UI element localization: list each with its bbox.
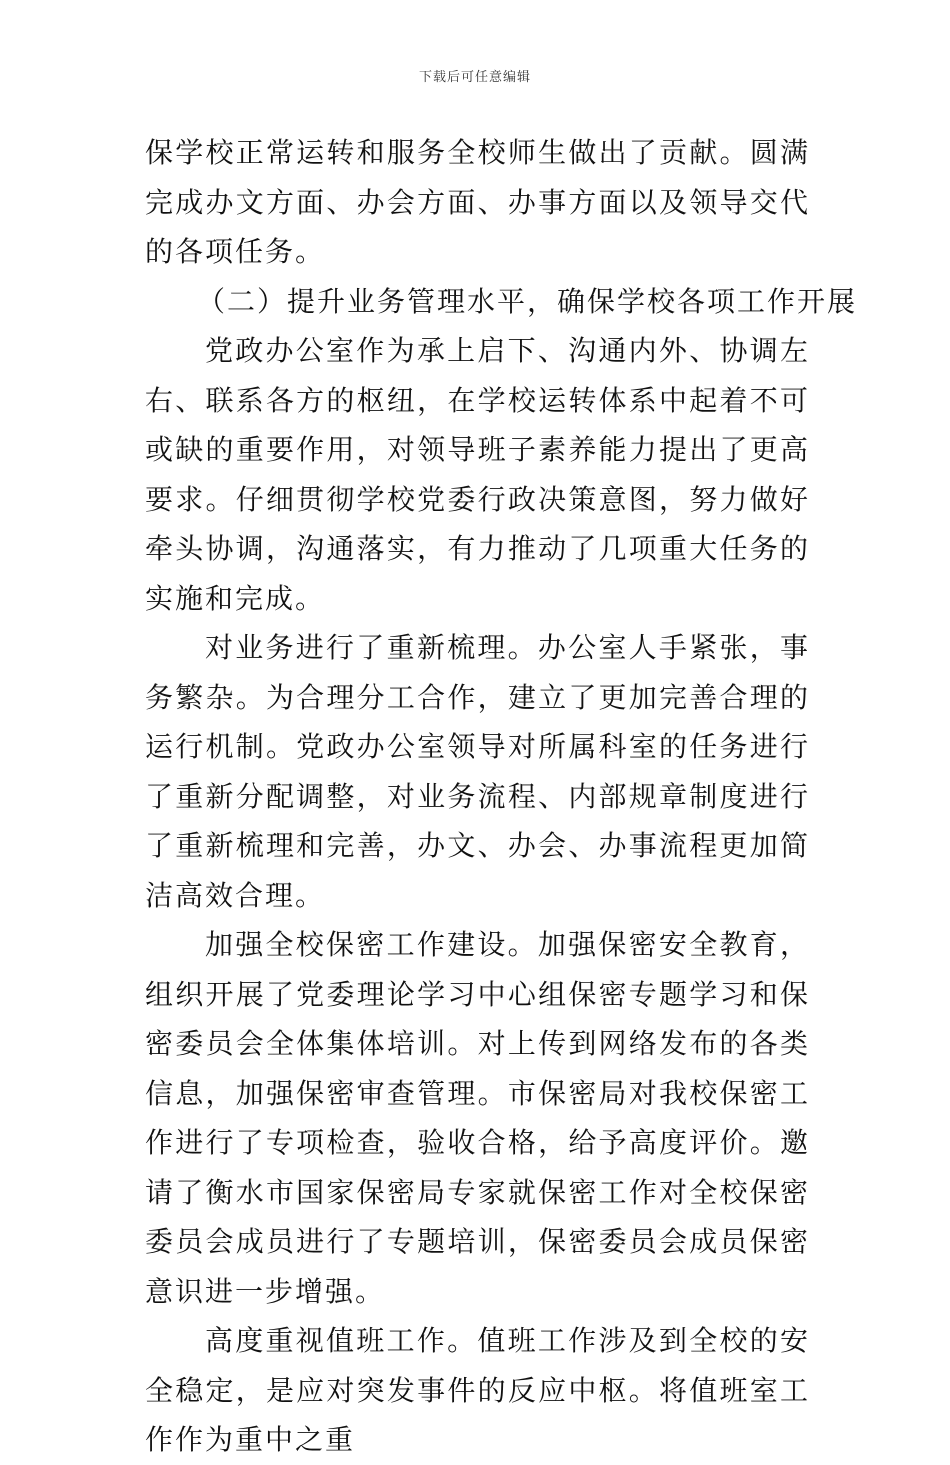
section-heading: （二）提升业务管理水平，确保学校各项工作开展	[197, 284, 858, 318]
paragraph-duty-work: 高度重视值班工作。值班工作涉及到全校的安全稳定，是应对突发事件的反应中枢。将值班室工作作为重中之重	[145, 1324, 810, 1456]
paragraph-office-role: 党政办公室作为承上启下、沟通内外、协调左右、联系各方的枢纽，在学校运转体系中起着不可或缺的重要作用，对领导班子素养能力提出了更高要求。仔细贯彻学校党委行政决策意图，努力做好牵头协调，沟通落实，有力推动了几项重大任务的实施和完成。	[145, 334, 810, 615]
paragraph-confidentiality: 加强全校保密工作建设。加强保密安全教育，组织开展了党委理论学习中心组保密专题学习和保密委员会全体集体培训。对上传到网络发布的各类信息，加强保密审查管理。市保密局对我校保密工作进行了专项检查，验收合格，给予高度评价。邀请了衡水市国家保密局专家就保密工作对全校保密委员会成员进行了专题培训，保密委员会成员保密意识进一步增强。	[145, 928, 810, 1308]
document-body	[145, 128, 858, 1465]
paragraph-continuation: 保学校正常运转和服务全校师生做出了贡献。圆满完成办文方面、办会方面、办事方面以及领导交代的各项任务。	[145, 136, 810, 268]
header-note: 下载后可任意编辑	[418, 70, 531, 85]
paragraph-business-review: 对业务进行了重新梳理。办公室人手紧张，事务繁杂。为合理分工合作，建立了更加完善合理的运行机制。党政办公室领导对所属科室的任务进行了重新分配调整，对业务流程、内部规章制度进行了重新梳理和完善，办文、办会、办事流程更加简洁高效合理。	[145, 631, 810, 912]
